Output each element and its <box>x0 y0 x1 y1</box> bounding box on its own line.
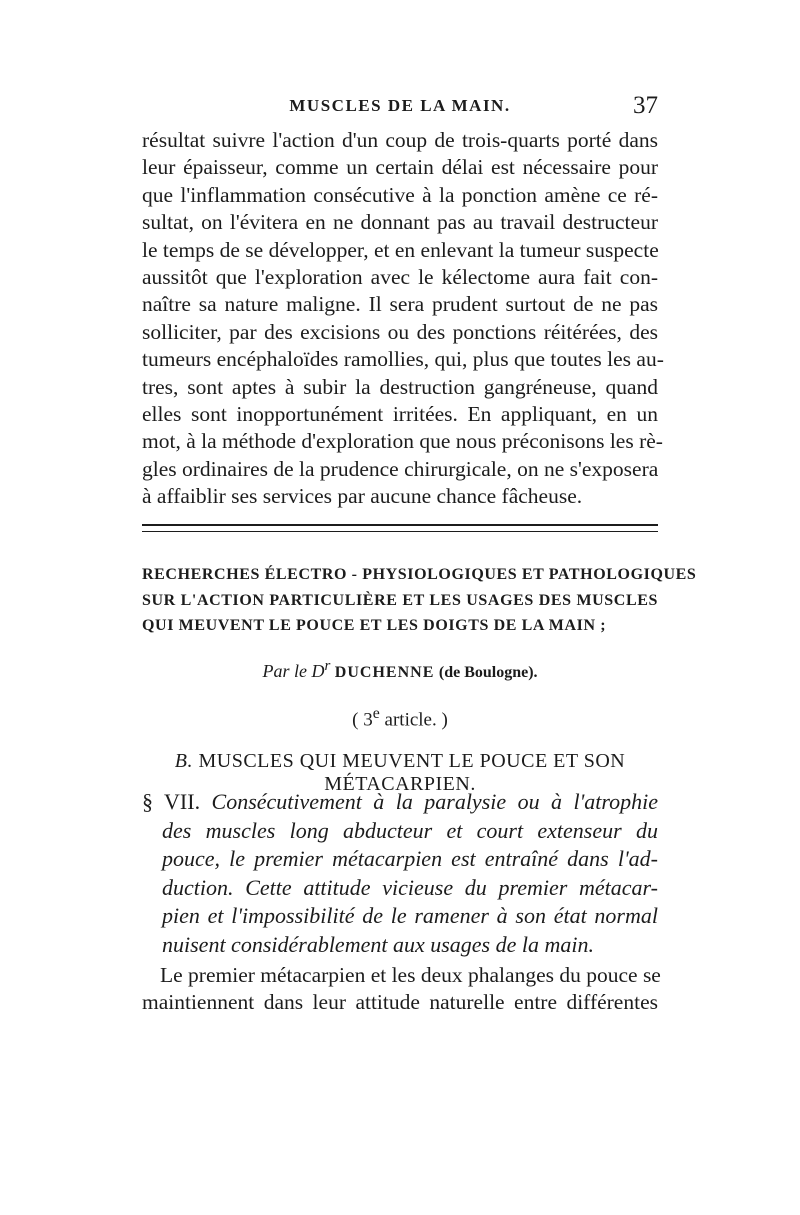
paragraph-mark: § VII. <box>142 789 201 814</box>
heading-line: pouce, le premier métacarpien est entraîné dans l'ad- <box>162 846 658 871</box>
text-line: maintiennent dans leur attitude naturelle entre différentes <box>142 990 658 1015</box>
text-line: tres, sont aptes à subir la destruction gangréneuse, quand <box>142 374 658 399</box>
heading-line: § VII. Consécutivement à la paralysie ou à l'atrophie <box>142 789 659 814</box>
text-line: résultat suivre l'action d'un coup de trois-quarts porté dans <box>142 128 658 152</box>
heading-line: nuisent considérablement aux usages de la main. <box>162 931 594 957</box>
text-line: naître sa nature maligne. Il sera prudent surtout de ne pas <box>142 292 658 317</box>
text-line: le temps de se développer, et en enlevant la tumeur suspecte <box>142 237 659 262</box>
body-paragraph <box>142 962 661 1017</box>
text-line: mot, à la méthode d'exploration que nous préconisons les rè- <box>142 429 663 454</box>
section-letter: B. <box>174 750 193 772</box>
author-place: (de Boulogne). <box>438 664 538 681</box>
text-line: solliciter, par des excisions ou des ponctions réitérées, des <box>142 319 658 344</box>
text-line: tumeurs encéphaloïdes ramollies, qui, plus que toutes les au- <box>142 347 664 372</box>
byline-prefix: Par le $D^r$ <box>262 658 331 681</box>
text-line: que l'inflammation consécutive à la ponction amène ce ré- <box>142 182 658 207</box>
article-number: ( 3e article. ) <box>352 705 448 731</box>
title-line: SUR L'ACTION PARTICULIÈRE ET LES USAGES DES MUSCLES <box>142 591 658 609</box>
text-line: aussitôt que l'exploration avec le kélectome aura fait con- <box>142 265 658 290</box>
title-line: RECHERCHES ÉLECTRO - PHYSIOLOGIQUES ET PATHOLOGIQUES <box>142 566 697 583</box>
text-line: à affaiblir ses services par aucune chance fâcheuse. <box>142 484 583 509</box>
double-rule-thin <box>142 531 658 532</box>
paragraph-heading <box>142 788 658 959</box>
byline <box>142 658 658 682</box>
text-line: Le premier métacarpien et les deux phalanges du pouce se <box>160 963 661 987</box>
running-title: MUSCLES DE LA MAIN. <box>289 96 511 115</box>
heading-line: duction. Cette attitude vicieuse du premier métacar- <box>162 874 658 900</box>
text-line: elles sont inopportunément irritées. En appliquant, en un <box>142 402 658 427</box>
text-line: leur épaisseur, comme un certain délai est nécessaire pour <box>142 155 658 180</box>
page-number: 37 <box>633 92 658 119</box>
heading-line: des muscles long abducteur et court extenseur du <box>162 817 658 843</box>
double-rule-thick <box>142 524 658 526</box>
text-line: sultat, on l'évitera en ne donnant pas au travail destructeur <box>142 210 658 235</box>
author-name: DUCHENNE <box>334 664 435 681</box>
running-head <box>142 92 658 126</box>
heading-line: pien et l'impossibilité de le ramener à son état normal <box>162 903 658 928</box>
continued-paragraph <box>142 127 664 511</box>
text-line: gles ordinaires de la prudence chirurgicale, on ne s'exposera <box>142 456 659 481</box>
section-title: MUSCLES QUI MEUVENT LE POUCE ET SON MÉTACARPIEN. <box>198 750 626 795</box>
title-line: QUI MEUVENT LE POUCE ET LES DOIGTS DE LA MAIN ; <box>142 617 607 634</box>
article-title <box>142 562 697 639</box>
